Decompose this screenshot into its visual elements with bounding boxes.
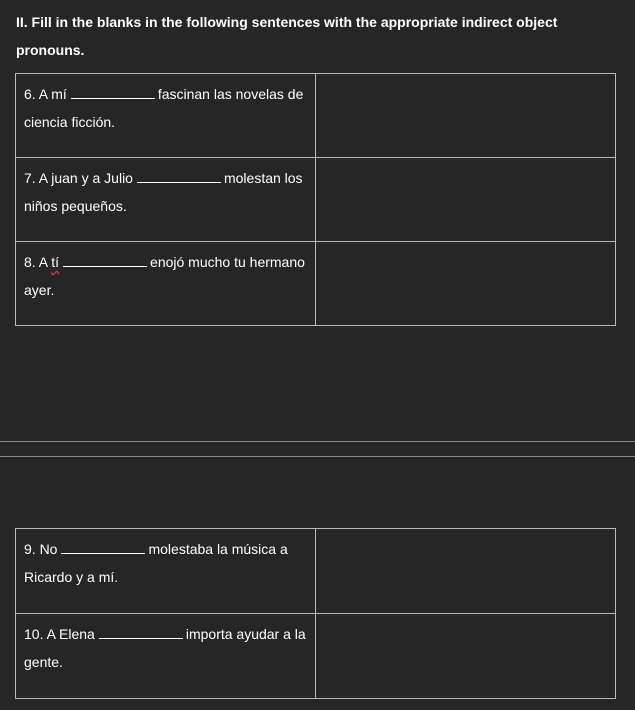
question-9: [16, 529, 316, 614]
exercise-table-2: [15, 528, 616, 699]
question-8: [16, 242, 316, 326]
page-divider: [0, 441, 635, 442]
question-10-before: 10. A Elena: [24, 626, 95, 642]
question-10: [16, 614, 316, 699]
exercise-table-1: [15, 73, 616, 326]
answer-cell-7[interactable]: [316, 158, 616, 242]
question-9-before: 9. No: [24, 541, 58, 557]
table-row: [16, 158, 616, 242]
question-6-before: 6. A mí: [24, 86, 67, 102]
answer-cell-10[interactable]: [316, 614, 616, 699]
table-row: [16, 614, 616, 699]
table-row: [16, 242, 616, 326]
answer-cell-8[interactable]: [316, 242, 616, 326]
answer-cell-9[interactable]: [316, 529, 616, 614]
question-6-after: fascinan las novelas de ciencia ficción.: [24, 86, 304, 130]
question-8-misspelled-word: tí: [51, 254, 60, 270]
question-6-blank[interactable]: [71, 84, 155, 99]
table-row: [16, 74, 616, 158]
question-8-before: 8. A: [24, 254, 52, 270]
page-divider: [0, 456, 635, 457]
question-10-blank[interactable]: [99, 624, 183, 639]
question-8-blank[interactable]: [63, 252, 147, 267]
answer-cell-6[interactable]: [316, 74, 616, 158]
question-7-before: 7. A juan y a Julio: [24, 170, 133, 186]
question-9-after: molestaba la música a Ricardo y a mí.: [24, 541, 288, 585]
question-7-after: molestan los niños pequeños.: [24, 170, 303, 214]
question-7-blank[interactable]: [137, 168, 221, 183]
instructions-heading: II. Fill in the blanks in the following sentences with the appropriate indirect object pronouns.: [16, 14, 558, 58]
question-6: [16, 74, 316, 158]
table-row: [16, 529, 616, 614]
question-8-after: enojó mucho tu hermano ayer.: [24, 254, 305, 298]
question-10-after: importa ayudar a la gente.: [24, 626, 306, 670]
question-9-blank[interactable]: [61, 539, 145, 554]
question-7: [16, 158, 316, 242]
